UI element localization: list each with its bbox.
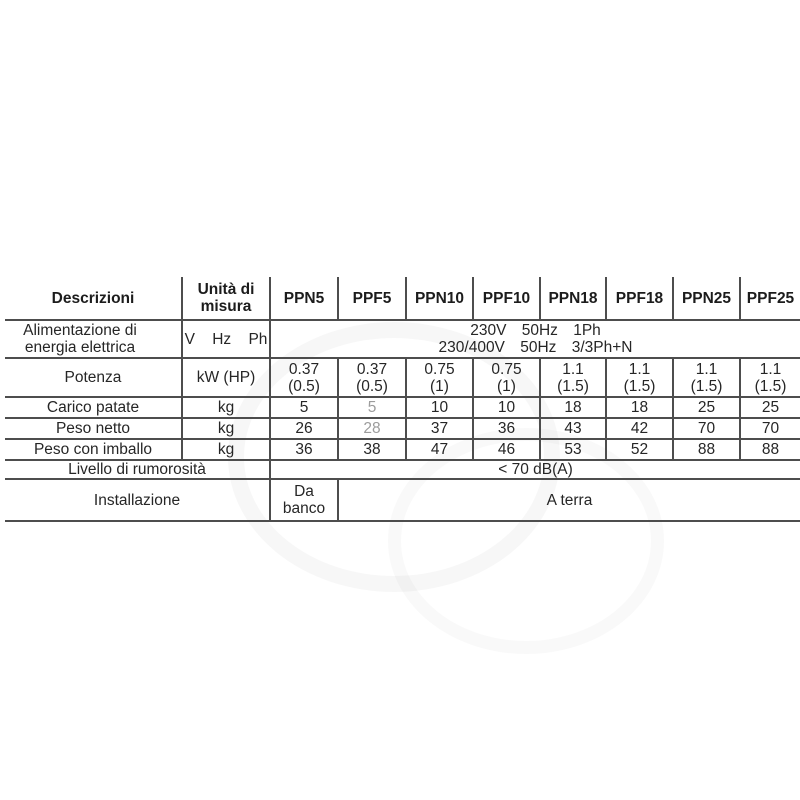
value-cell [270,358,338,397]
unit-cell-packed-weight: kg [182,439,270,460]
col-header-ppn25: PPN25 [673,277,740,320]
value-cell: 36 [270,439,338,460]
row-label-power-supply [5,320,182,358]
hp-value: (1.5) [690,377,723,395]
value-cell: 88 [740,439,800,460]
value-cell: 5 [270,397,338,418]
value-cell [406,358,473,397]
col-header-ppf18: PPF18 [606,277,673,320]
kw-value: 0.75 [424,360,455,378]
power-supply-row [5,320,800,358]
unit-cell-power-supply: V Hz Ph [182,320,270,358]
installation-row [5,479,800,521]
row-label-potato-load: Carico patate [5,397,182,418]
value-cell [540,358,606,397]
value-cell: 46 [473,439,540,460]
kw-value: 0.37 [288,360,320,378]
packed-weight-row [5,439,800,460]
col-header-unit-label: Unità di misura [197,281,255,315]
spec-table [5,277,800,522]
unit-cell-net-weight: kg [182,418,270,439]
supply-line-2: 230/400V 50Hz 3/3Ph+N [438,339,633,356]
net-weight-row [5,418,800,439]
value-cell: 10 [473,397,540,418]
value-cell: 70 [673,418,740,439]
value-cell: 18 [606,397,673,418]
value-cell: 36 [473,418,540,439]
value-cell [338,358,406,397]
value-cell: 53 [540,439,606,460]
value-cell: 88 [673,439,740,460]
kw-value: 1.1 [562,360,584,378]
value-cell: 47 [406,439,473,460]
value-cell: 52 [606,439,673,460]
value-cell: 5 [338,397,406,418]
supply-line-1: 230V 50Hz 1Ph [470,322,601,339]
col-header-descriptions: Descrizioni [5,277,182,320]
col-header-ppn5: PPN5 [270,277,338,320]
col-header-ppf25: PPF25 [740,277,800,320]
unit-cell-potato-load: kg [182,397,270,418]
col-header-ppf10: PPF10 [473,277,540,320]
value-cell: 38 [338,439,406,460]
row-label-noise-level: Livello di rumorosità [5,460,270,479]
value-cell: 25 [673,397,740,418]
value-cell: 42 [606,418,673,439]
value-cell-power-supply [270,320,800,358]
hp-value: (1) [430,377,449,395]
potato-load-row [5,397,800,418]
row-label-power: Potenza [5,358,182,397]
value-cell [740,358,800,397]
value-cell: 43 [540,418,606,439]
value-cell: 10 [406,397,473,418]
noise-level-row [5,460,800,479]
row-label-packed-weight: Peso con imballo [5,439,182,460]
row-label-net-weight: Peso netto [5,418,182,439]
kw-value: 1.1 [759,360,782,378]
header-row [5,277,800,320]
value-cell-noise-level: < 70 dB(A) [270,460,800,479]
value-cell: 25 [740,397,800,418]
kw-value: 1.1 [695,360,718,378]
col-header-unit [182,277,270,320]
value-cell: 28 [338,418,406,439]
hp-value: (1.5) [557,377,589,395]
kw-value: 0.75 [491,360,522,378]
value-cell-installation-rest: A terra [338,479,800,521]
value-cell: 18 [540,397,606,418]
kw-value: 0.37 [356,360,388,378]
power-row [5,358,800,397]
value-cell: 70 [740,418,800,439]
row-label-installation: Installazione [5,479,270,521]
col-header-ppn10: PPN10 [406,277,473,320]
installation-first-text: Da banco [282,483,326,517]
hp-value: (1.5) [754,377,787,395]
value-cell [606,358,673,397]
col-header-ppf5: PPF5 [338,277,406,320]
hp-value: (0.5) [288,377,320,395]
row-label-power-supply-text: Alimentazione di energia elettrica [23,322,137,356]
value-cell-installation-first [270,479,338,521]
col-header-ppn18: PPN18 [540,277,606,320]
value-cell: 26 [270,418,338,439]
value-cell: 37 [406,418,473,439]
kw-value: 1.1 [628,360,651,378]
hp-value: (1.5) [623,377,656,395]
hp-value: (0.5) [356,377,388,395]
unit-cell-power: kW (HP) [182,358,270,397]
value-cell [473,358,540,397]
value-cell [673,358,740,397]
hp-value: (1) [497,377,516,395]
